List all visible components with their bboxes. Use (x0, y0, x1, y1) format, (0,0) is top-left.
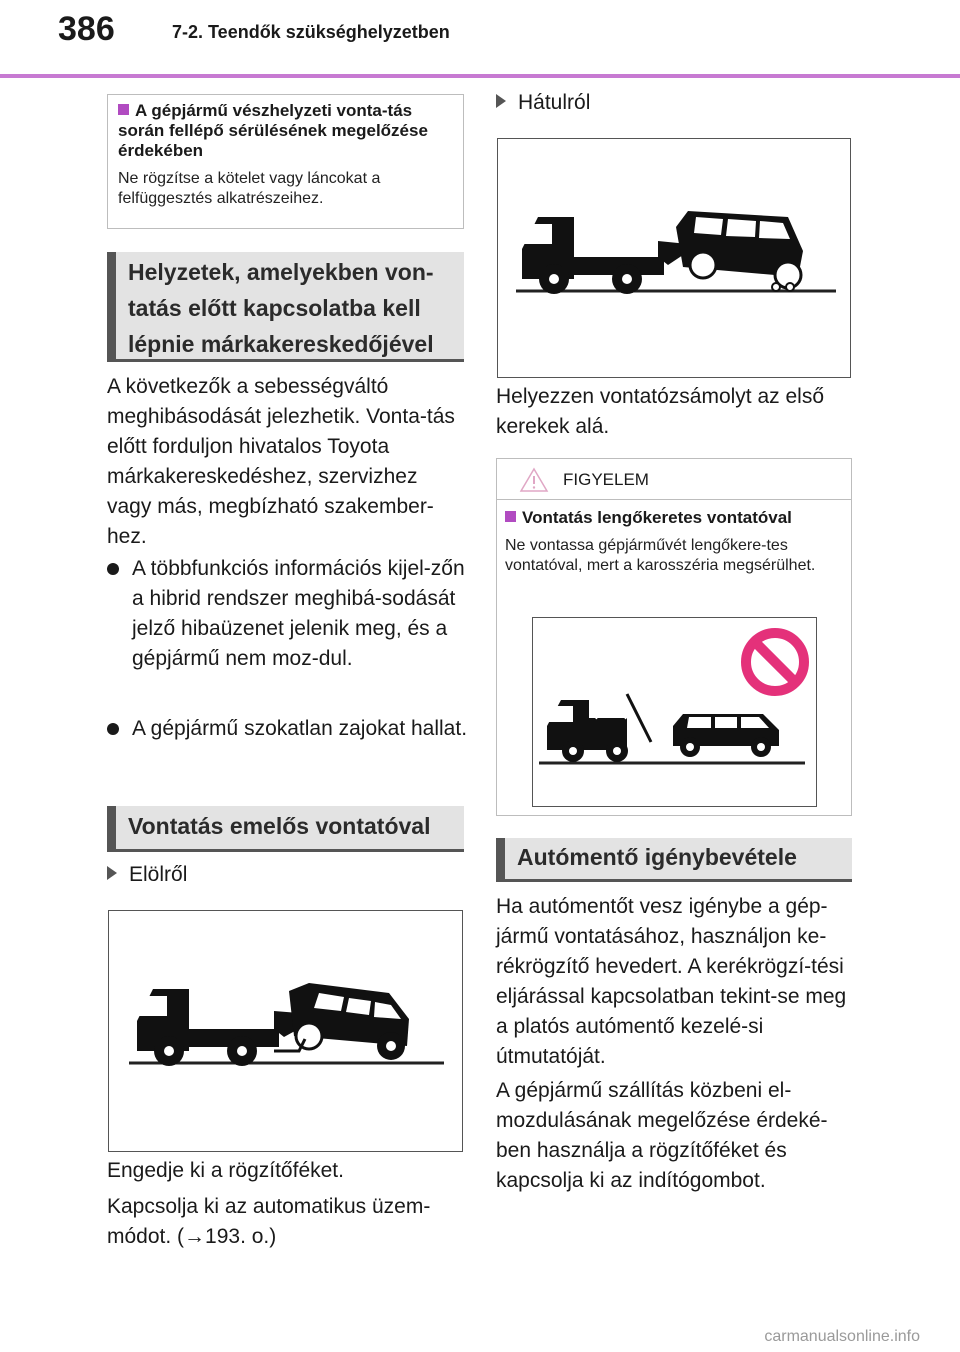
list-item: A többfunkciós információs kijel-zőn a hibrid rendszer meghibá-sodását jelző hibaüzenet jelenik meg, és a gépjármű nem moz-dul. (107, 554, 477, 674)
tow-truck-para1: Ha autómentőt vesz igénybe a gép-jármű vontatásához, használjon ke-rékrögzítő hevedert. A kerékrögzí-tési eljárással kapcsolatban tekint-se meg a platós autómentő kezelé-si útmutatóját. (496, 895, 847, 1068)
bullet-dot-icon (107, 563, 119, 575)
warning-title: FIGYELEM (563, 470, 649, 489)
section-title: 7-2. Teendők szükséghelyzetben (172, 22, 450, 42)
warning-triangle-icon (519, 467, 549, 493)
warning-text: Ne vontassa gépjárművét lengőkere-tes vontatóval, mert a karosszéria megsérülhet. (505, 537, 816, 574)
top-note-box (107, 94, 464, 229)
triangle-marker-icon (496, 94, 506, 108)
rear-tow-illustration (498, 139, 850, 377)
dealer-intro: A következők a sebességváltó meghibásodását jelezhetik. Vonta-tás előtt forduljon hivatalos Toyota márkakereskedéshez, szervizhez vagy más, megbízható szakember-hez. (107, 375, 455, 548)
figure-sling-tow (532, 617, 817, 807)
page-number: 386 (58, 10, 115, 48)
section-heading-tow-truck: Autómentő igénybevétele (496, 838, 852, 882)
warning-subtitle: Vontatás lengőkeretes vontatóval (505, 508, 841, 528)
rear-text: Helyezzen vontatózsámolyt az első kerekek alá. (496, 385, 824, 438)
list-item: A gépjármű szokatlan zajokat hallat. (107, 714, 477, 744)
front-tow-illustration (109, 911, 462, 1151)
square-bullet-icon (118, 104, 129, 115)
sling-tow-illustration (533, 618, 816, 806)
front-text-brake: Engedje ki a rögzítőféket. (107, 1159, 344, 1182)
front-label: Elölről (107, 860, 187, 890)
header-divider (0, 74, 960, 78)
warning-header (497, 459, 851, 500)
top-note-text: Ne rögzítse a kötelet vagy láncokat a felfüggesztés alkatrészeihez. (118, 170, 381, 207)
triangle-marker-icon (107, 866, 117, 880)
section-heading-dealer: Helyzetek, amelyekben von-tatás előtt kapcsolatba kell lépnie márkakereskedőjével (107, 252, 464, 362)
section-heading-lift-tow: Vontatás emelős vontatóval (107, 806, 464, 852)
footer-watermark: carmanualsonline.info (764, 1328, 920, 1345)
rear-label: Hátulról (496, 88, 590, 118)
figure-rear-tow (497, 138, 851, 378)
figure-front-tow (108, 910, 463, 1152)
warning-box (496, 458, 852, 816)
front-text-auto-mode: Kapcsolja ki az automatikus üzem-módot. (→193. o.) (107, 1195, 431, 1248)
square-bullet-icon (505, 511, 516, 522)
bullet-dot-icon (107, 723, 119, 735)
top-note-title: A gépjármű vészhelyzeti vonta-tás során fellépő sérülésének megelőzése érdekében (118, 101, 428, 160)
tow-truck-para2: A gépjármű szállítás közbeni el-mozdulásának megelőzése érdeké-ben használja a rögzítőféket és kapcsolja ki az indítógombot. (496, 1079, 828, 1192)
